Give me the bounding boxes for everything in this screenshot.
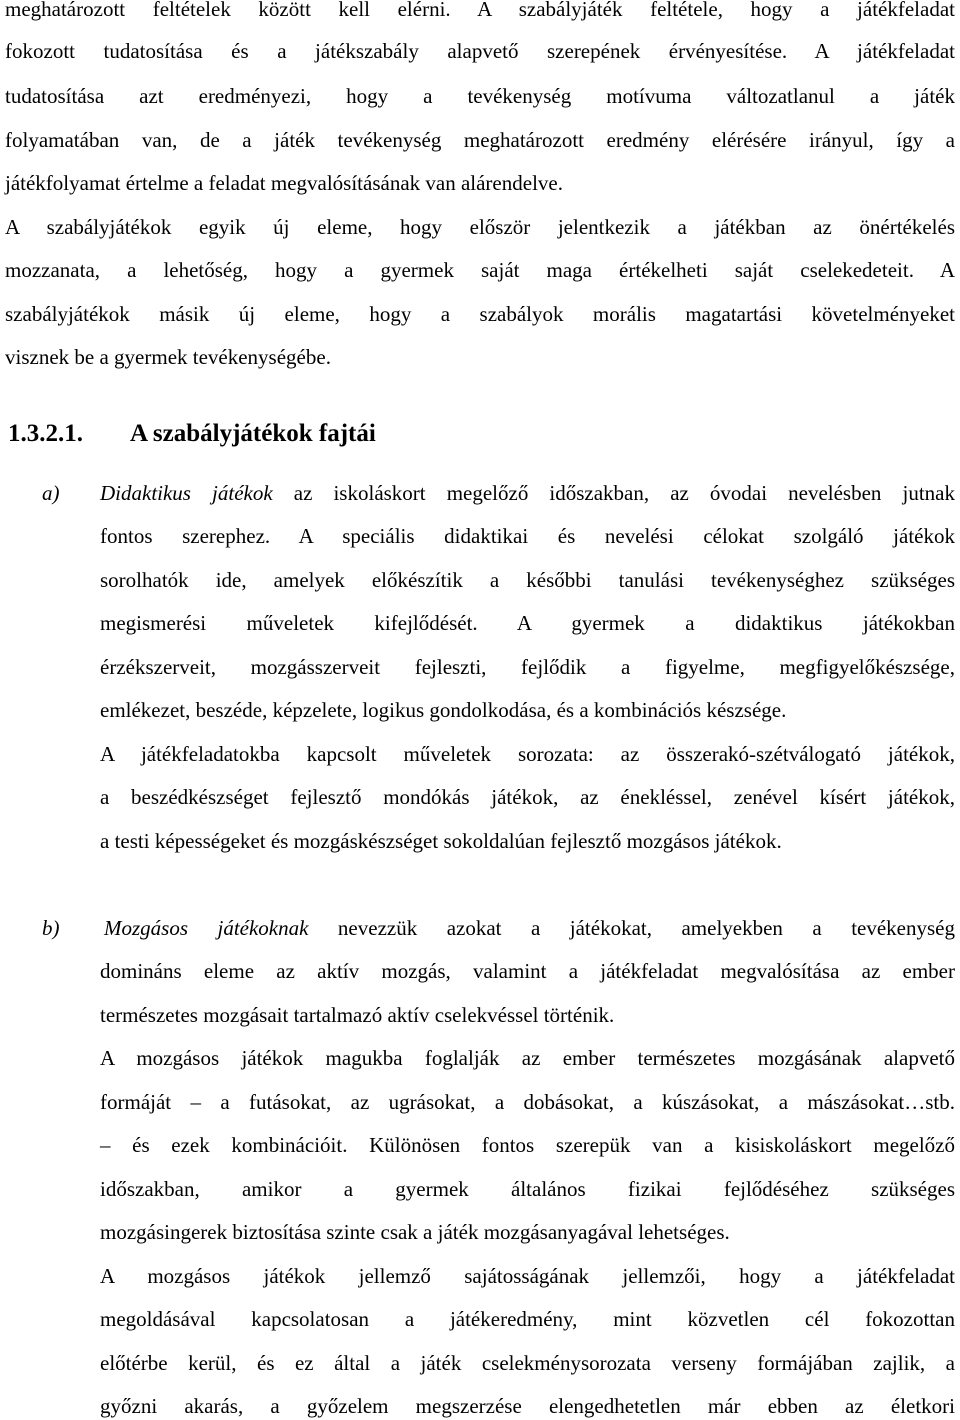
item-a-first-rest: az iskoláskort megelőző időszakban, az óvodai nevelésben jutnak (272, 481, 955, 505)
item-a-line: a beszédkészséget fejlesztő mondókás játékok, az énekléssel, zenével kísért játékok, (100, 785, 955, 809)
item-b-line: időszakban, amikor a gyermek általános fizikai fejlődéséhez szükséges (100, 1177, 955, 1201)
item-b-line: mozgásingerek biztosítása szinte csak a játék mozgásanyagával lehetséges. (100, 1220, 730, 1244)
item-a-line: a testi képességeket és mozgáskészséget sokoldalúan fejlesztő mozgásos játékok. (100, 829, 782, 853)
item-a-line: sorolhatók ide, amelyek előkészítik a későbbi tanulási tevékenységhez szükséges (100, 568, 955, 592)
intro-line: szabályjátékok másik új eleme, hogy a szabályok morális magatartási követelményeket (5, 302, 955, 326)
item-a-line: fontos szerephez. A speciális didaktikai és nevelési célokat szolgáló játékok (100, 524, 955, 548)
list-label-b: b) (42, 916, 60, 940)
intro-line: meghatározott feltételek között kell elérni. A szabályjáték feltétele, hogy a játékfeladat (5, 0, 955, 21)
intro-line: fokozott tudatosítása és a játékszabály alapvető szerepének érvényesítése. A játékfeladat (5, 39, 955, 63)
item-a-line: érzékszerveit, mozgásszerveit fejleszti, fejlődik a figyelme, megfigyelőkészsége, (100, 655, 955, 679)
item-b-line: formáját – a futásokat, az ugrásokat, a dobásokat, a kúszásokat, a mászásokat…stb. (100, 1090, 955, 1114)
item-a-line: A játékfeladatokba kapcsolt műveletek sorozata: az összerakó-szétválogató játékok, (100, 742, 955, 766)
section-heading (8, 420, 376, 448)
intro-line: visznek be a gyermek tevékenységébe. (5, 345, 331, 369)
item-b-line: természetes mozgásait tartalmazó aktív cselekvéssel történik. (100, 1003, 615, 1027)
intro-line: tudatosítása azt eredményezi, hogy a tevékenység motívuma változatlanul a játék (5, 84, 955, 108)
intro-line: folyamatában van, de a játék tevékenység meghatározott eredmény elérésére irányul, így a (5, 128, 955, 152)
section-number: 1.3.2.1. (8, 420, 83, 447)
item-a-line: emlékezet, beszéde, képzelete, logikus gondolkodása, és a kombinációs készsége. (100, 698, 787, 722)
item-a-term: Didaktikus játékok (100, 481, 273, 505)
item-b-first-line (104, 916, 955, 940)
item-a-first-line (100, 481, 955, 505)
item-b-line: – és ezek kombinációit. Különösen fontos szerepük van a kisiskoláskort megelőző (100, 1133, 955, 1157)
item-b-term: Mozgásos játékoknak (104, 916, 309, 940)
item-b-line: győzni akarás, a győzelem megszerzése elengedhetetlen már ebben az életkori (100, 1394, 955, 1418)
item-b-first-rest: nevezzük azokat a játékokat, amelyekben a tevékenység (308, 916, 955, 940)
list-label-a: a) (42, 481, 60, 505)
item-b-line: A mozgásos játékok magukba foglalják az ember természetes mozgásának alapvető (100, 1046, 955, 1070)
item-b-line: A mozgásos játékok jellemző sajátosságának jellemzői, hogy a játékfeladat (100, 1264, 955, 1288)
section-title: A szabályjátékok fajtái (130, 420, 376, 447)
item-b-line: domináns eleme az aktív mozgás, valamint a játékfeladat megvalósítása az ember (100, 959, 955, 983)
item-b-line: előtérbe kerül, és ez által a játék cselekménysorozata verseny formájában zajlik, a (100, 1351, 955, 1375)
intro-line: mozzanata, a lehetőség, hogy a gyermek saját maga értékelheti saját cselekedeteit. A (5, 258, 955, 282)
item-b-line: megoldásával kapcsolatosan a játékeredmény, mint közvetlen cél fokozottan (100, 1307, 955, 1331)
item-a-line: megismerési műveletek kifejlődését. A gyermek a didaktikus játékokban (100, 611, 955, 635)
intro-line: A szabályjátékok egyik új eleme, hogy először jelentkezik a játékban az önértékelés (5, 215, 955, 239)
intro-line: játékfolyamat értelme a feladat megvalósításának van alárendelve. (5, 171, 563, 195)
